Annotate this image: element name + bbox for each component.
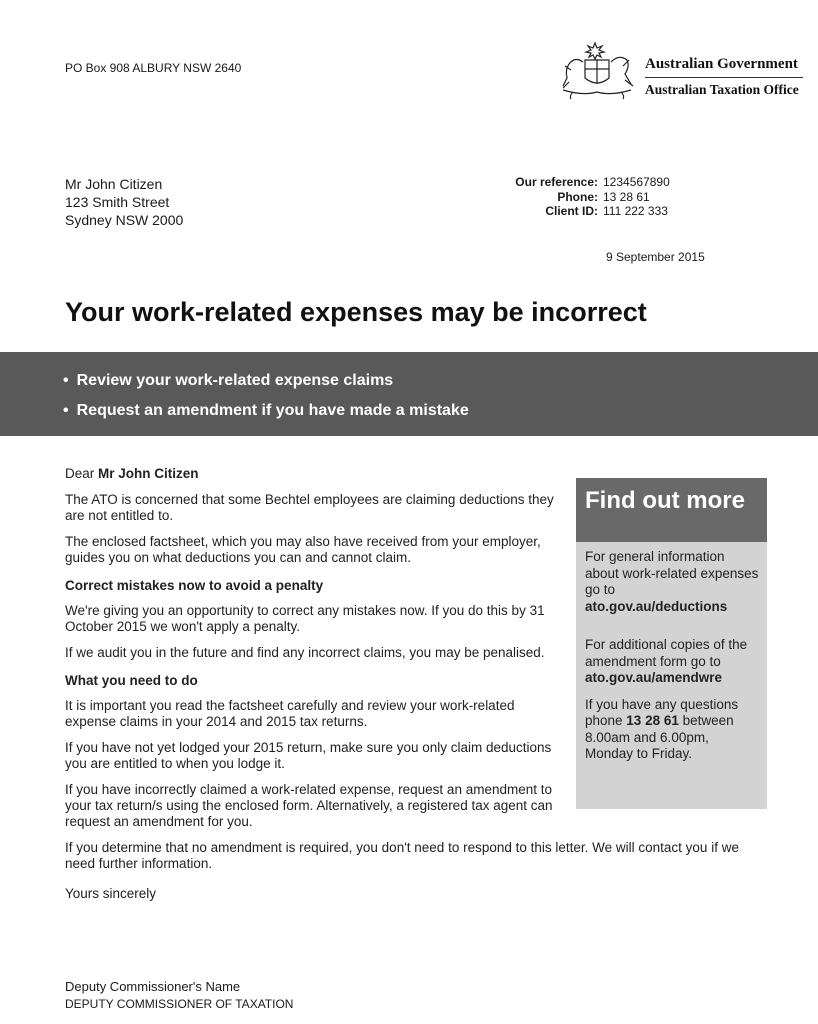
phone-label: Phone:: [557, 189, 598, 204]
recipient-address: [65, 175, 183, 229]
info-amendment-text: For additional copies of the amendment form go to: [585, 637, 748, 669]
reference-value: 1234567890: [603, 175, 670, 189]
sender-address: PO Box 908 ALBURY NSW 2640: [65, 61, 242, 75]
summary-item: • Review your work-related expense claims: [63, 366, 469, 396]
closing: Yours sincerely: [65, 886, 157, 901]
heading-correct-mistakes: Correct mistakes now to avoid a penalty: [65, 578, 324, 593]
info-deductions-text: For general information about work-related expenses go to: [585, 549, 759, 597]
paragraph-factsheet: The enclosed factsheet, which you may also have received from your employer, guides you on what deductions you can and cannot claim.: [65, 534, 541, 565]
page-title: Your work-related expenses may be incorrect: [65, 297, 647, 327]
paragraph-not-lodged: If you have not yet lodged your 2015 return, make sure you only claim deductions you are entitled to when you lodge it.: [65, 740, 552, 771]
reference-row: [455, 175, 670, 190]
letter-date: 9 September 2015: [606, 250, 705, 264]
amendment-link[interactable]: ato.gov.au/amendwre: [585, 670, 723, 685]
info-amendment-form: [585, 637, 759, 687]
paragraph-no-amendment: If you determine that no amendment is required, you don't need to respond to this letter. We will contact you if we need further information.: [65, 840, 739, 871]
recipient-street: 123 Smith Street: [65, 194, 170, 210]
paragraph-review: It is important you read the factsheet carefully and review your work-related expense claims in your 2014 and 2015 tax returns.: [65, 698, 515, 729]
info-deductions: [585, 549, 759, 615]
salutation-name: Mr John Citizen: [98, 466, 199, 481]
recipient-city: Sydney NSW 2000: [65, 212, 184, 228]
reference-block: [455, 175, 670, 219]
paragraph-concern: The ATO is concerned that some Bechtel employees are claiming deductions they are not entitled to.: [65, 492, 554, 523]
signatory-name: Deputy Commissioner's Name: [65, 979, 241, 994]
summary-item: • Request an amendment if you have made a mistake: [63, 396, 469, 426]
signatory-title: DEPUTY COMMISSIONER OF TAXATION: [65, 997, 294, 1011]
logo-government-text: Australian Government: [645, 56, 798, 72]
logo-divider: [645, 77, 803, 78]
paragraph-amendment: If you have incorrectly claimed a work-related expense, request an amendment to your tax return/s using the enclosed form. Alternatively, a registered tax agent can request an amendment for you.: [65, 782, 553, 829]
client-id-label: Client ID:: [545, 204, 598, 218]
summary-band: [0, 352, 818, 436]
questions-phone: 13 28 61: [626, 713, 679, 728]
salutation-prefix: Dear: [65, 466, 99, 481]
find-out-more-panel: [576, 478, 767, 809]
paragraph-opportunity: We're giving you an opportunity to correct any mistakes now. If you do this by 31 October 2015 we won't apply a penalty.: [65, 603, 545, 634]
client-id-value: 111 222 333: [603, 204, 668, 218]
find-out-more-heading: Find out more: [576, 478, 767, 542]
client-id-row: [455, 204, 670, 219]
reference-label: Our reference:: [515, 175, 598, 189]
info-questions-pre: If you have any questions phone: [585, 696, 739, 728]
info-questions: [585, 697, 759, 763]
phone-value: 13 28 61: [603, 189, 650, 204]
paragraph-audit: If we audit you in the future and find any incorrect claims, you may be penalised.: [65, 645, 545, 660]
logo-ato-text: Australian Taxation Office: [645, 82, 799, 97]
info-questions-post: between 8.00am and 6.00pm, Monday to Friday.: [585, 713, 734, 761]
heading-what-to-do: What you need to do: [65, 673, 198, 688]
phone-row: [455, 190, 670, 205]
deductions-link[interactable]: ato.gov.au/deductions: [585, 598, 728, 614]
recipient-name: Mr John Citizen: [65, 176, 163, 192]
salutation: [65, 466, 560, 482]
